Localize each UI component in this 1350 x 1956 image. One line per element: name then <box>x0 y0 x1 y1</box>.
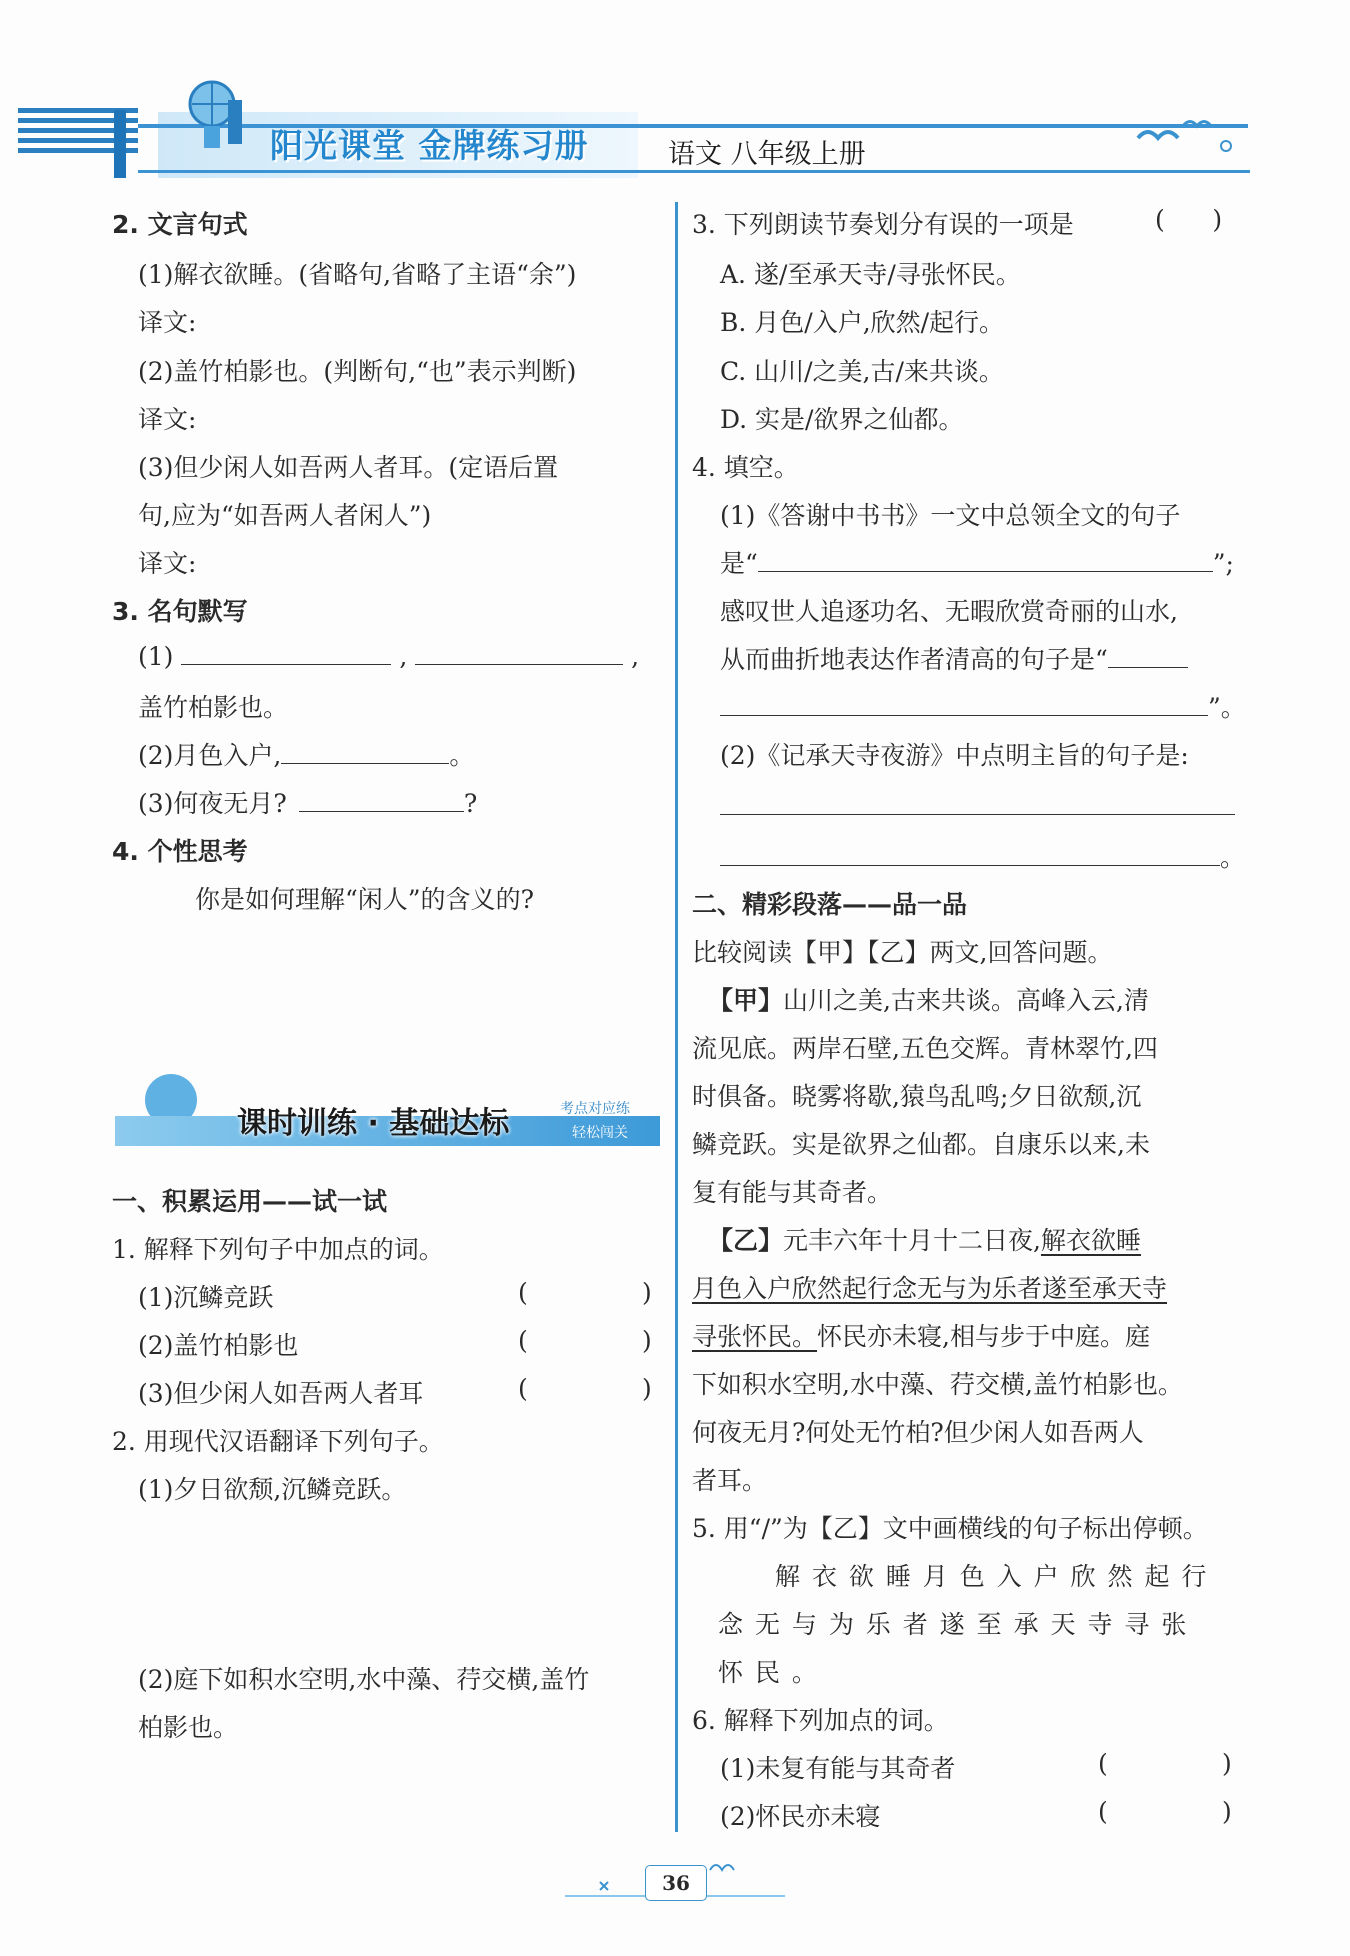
pause-text: 解 衣 欲 睡 月 色 入 户 欣 然 起 行 <box>775 1562 1209 1591</box>
sentence: (3)但少闲人如吾两人者耳。(定语后置 <box>138 453 559 482</box>
answer-blank[interactable] <box>281 739 449 764</box>
header-block <box>114 110 126 178</box>
item-text: (1)沉鳞竞跃 <box>138 1283 274 1312</box>
prompt: 是“ <box>720 549 758 578</box>
fill-blank: (3)何夜无月? ? <box>138 789 478 818</box>
banner-tag: 考点对应练 <box>560 1101 630 1117</box>
prompt: ”; <box>1212 549 1234 578</box>
paren-open: ( <box>1098 1797 1108 1826</box>
sentence: 盖竹柏影也。 <box>138 693 289 722</box>
sentence: (2)盖竹柏影也。(判断句,“也”表示判断) <box>138 357 577 386</box>
answer-blank[interactable] <box>299 787 464 812</box>
translation-label: 译文: <box>138 549 197 578</box>
prompt: ”。 <box>1208 693 1246 722</box>
fill-blank: (2)月色入户, 。 <box>138 741 475 770</box>
banner-title: 课时训练 · 基础达标 <box>237 1106 510 1141</box>
passage-text: 山川之美,古来共谈。高峰入云,清 <box>783 986 1149 1015</box>
question: 3. 下列朗读节奏划分有误的一项是 <box>692 210 1074 239</box>
item-text: (2)盖竹柏影也 <box>138 1331 299 1360</box>
part-title: 二、精彩段落——品一品 <box>692 890 968 919</box>
option-b: B. 月色/入户,欣然/起行。 <box>720 308 1005 337</box>
section-title: 2. 文言句式 <box>112 210 248 239</box>
pause-text: 怀 民 。 <box>718 1658 819 1687</box>
passage-line: 下如积水空明,水中藻、荇交横,盖竹柏影也。 <box>692 1370 1183 1399</box>
item-text: (3)但少闲人如吾两人者耳 <box>138 1379 424 1408</box>
passage-label: 【乙】 <box>708 1226 784 1255</box>
list-item <box>138 1374 423 1410</box>
sentence: (2)《记承天寺夜游》中点明主旨的句子是: <box>720 741 1189 770</box>
birds-icon <box>1128 108 1238 158</box>
pause-text: 念 无 与 为 乐 者 遂 至 承 天 寺 寻 张 <box>718 1610 1189 1639</box>
sentence: (1)《答谢中书书》一文中总领全文的句子 <box>720 501 1181 530</box>
passage-label: 【甲】 <box>708 986 784 1015</box>
question: 5. 用“/”为【乙】文中画横线的句子标出停顿。 <box>692 1514 1208 1543</box>
question: 1. 解释下列句子中加点的词。 <box>112 1235 444 1264</box>
question: 2. 用现代汉语翻译下列句子。 <box>112 1427 444 1456</box>
passage-line: 时俱备。晓雾将歇,猿鸟乱鸣;夕日欲颓,沉 <box>692 1082 1142 1111</box>
part-title: 一、积累运用——试一试 <box>112 1187 388 1216</box>
prompt: (2)月色入户, <box>138 741 282 770</box>
list-item: (1)未复有能与其奇者 <box>720 1754 956 1783</box>
translation-label: 译文: <box>138 405 197 434</box>
passage-line: 者耳。 <box>692 1466 768 1495</box>
passage-text: 元丰六年十月十二日夜, <box>783 1226 1041 1255</box>
answer-paren[interactable]: ( ) <box>1155 205 1223 234</box>
underlined-text: 月色入户欣然起行念无与为乐者遂至承天寺 <box>692 1274 1168 1303</box>
list-item <box>138 1278 273 1314</box>
option-a: A. 遂/至承天寺/寻张怀民。 <box>720 260 1021 289</box>
prompt: 从而曲折地表达作者清高的句子是“ <box>720 645 1108 674</box>
paren-open: ( <box>518 1326 528 1355</box>
question: 你是如何理解“闲人”的含义的? <box>195 885 534 914</box>
section-title: 4. 个性思考 <box>112 837 248 866</box>
column-divider <box>675 202 678 1832</box>
answer-blank[interactable] <box>181 640 391 665</box>
paren-close: ) <box>642 1326 652 1355</box>
item-number: (1) <box>138 642 174 671</box>
sentence: 句,应为“如吾两人者闲人”) <box>138 501 432 530</box>
fill-blank <box>720 640 1188 676</box>
sentence: (1)夕日欲颓,沉鳞竞跃。 <box>138 1475 407 1504</box>
fill-blank <box>720 688 1246 724</box>
sentence: 感叹世人追逐功名、无暇欣赏奇丽的山水, <box>720 597 1178 626</box>
paren-open: ( <box>518 1374 528 1403</box>
answer-blank[interactable] <box>720 841 1220 866</box>
prompt: (3)何夜无月? <box>138 789 287 818</box>
page-header <box>18 60 1250 178</box>
passage-line: 何夜无月?何处无竹柏?但少闲人如吾两人 <box>692 1418 1144 1447</box>
option-c: C. 山川/之美,古/来共谈。 <box>720 357 1004 386</box>
passage-line: 流见底。两岸石壁,五色交辉。青林翠竹,四 <box>692 1034 1158 1063</box>
answer-blank[interactable] <box>1108 643 1188 668</box>
passage-line: 鳞竞跃。实是欲界之仙都。自康乐以来,未 <box>692 1130 1150 1159</box>
question: 6. 解释下列加点的词。 <box>692 1706 949 1735</box>
globe-icon <box>178 70 258 150</box>
section-title: 3. 名句默写 <box>112 597 248 626</box>
passage-line <box>692 1317 1150 1353</box>
fill-blank <box>720 838 1245 874</box>
brand-title: 阳光课堂 金牌练习册 <box>270 126 589 165</box>
subject-grade: 语文 八年级上册 <box>668 139 866 170</box>
sentence: (1)解衣欲睡。(省略句,省略了主语“余”) <box>138 260 577 289</box>
sentence: 柏影也。 <box>138 1713 239 1742</box>
paren-open: ( <box>518 1278 528 1307</box>
answer-line[interactable] <box>720 790 1235 821</box>
passage-line <box>708 981 1149 1017</box>
prompt: 。 <box>1220 843 1246 872</box>
passage-line: 复有能与其奇者。 <box>692 1178 893 1207</box>
answer-blank[interactable] <box>415 640 623 665</box>
instruction: 比较阅读【甲】【乙】两文,回答问题。 <box>692 938 1113 967</box>
underlined-text: 寻张怀民。 <box>692 1322 818 1351</box>
passage-line <box>708 1221 1141 1257</box>
paren-close: ) <box>642 1374 652 1403</box>
option-d: D. 实是/欲界之仙都。 <box>720 405 964 434</box>
paren-close: ) <box>1222 1797 1232 1826</box>
translation-label: 译文: <box>138 308 197 337</box>
answer-blank[interactable] <box>758 547 1213 572</box>
list-item <box>138 1326 298 1362</box>
paren-close: ) <box>1222 1749 1232 1778</box>
fill-blank <box>720 544 1234 580</box>
question: 4. 填空。 <box>692 453 799 482</box>
passage-text: 怀民亦未寝,相与步于中庭。庭 <box>817 1322 1150 1351</box>
underlined-text: 解衣欲睡 <box>1040 1226 1141 1255</box>
answer-blank[interactable] <box>720 691 1208 716</box>
sentence: (2)庭下如积水空明,水中藻、荇交横,盖竹 <box>138 1665 590 1694</box>
paren-close: ) <box>642 1278 652 1307</box>
paren-open: ( <box>1098 1749 1108 1778</box>
practice-banner <box>115 1070 660 1150</box>
page-number: 36 <box>645 1865 707 1901</box>
fill-blank: (1) , , <box>138 642 640 671</box>
banner-tag: 轻松闯关 <box>572 1125 628 1141</box>
list-item: (2)怀民亦未寝 <box>720 1802 881 1831</box>
